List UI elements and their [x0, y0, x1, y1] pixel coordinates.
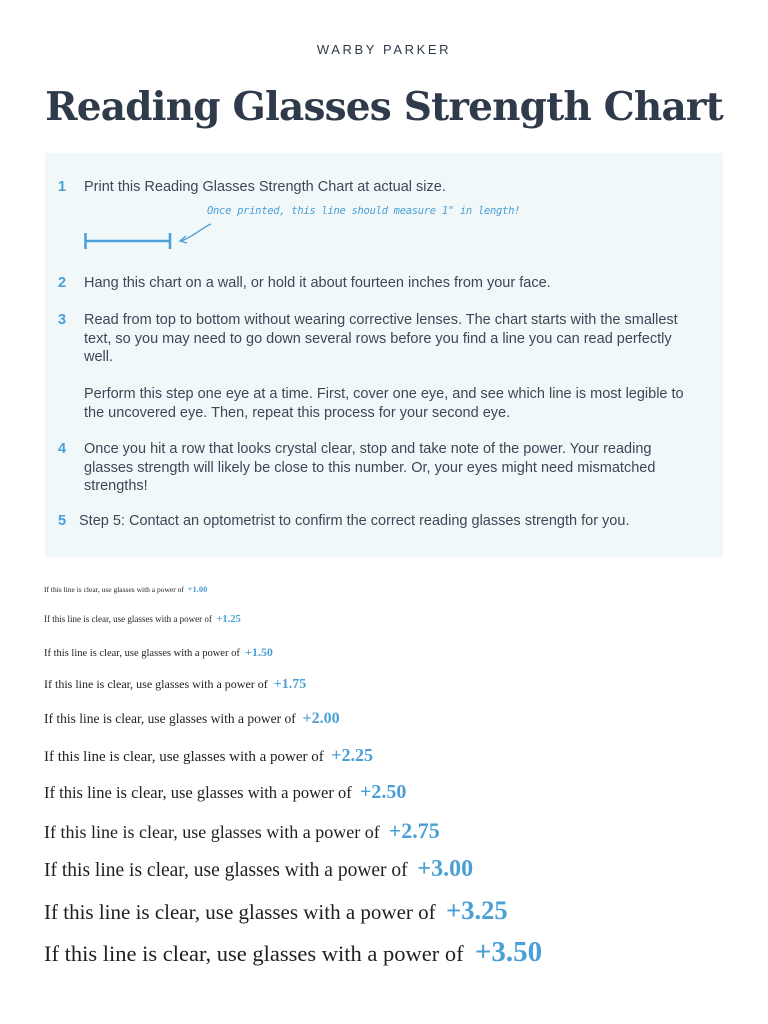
step-text: Print this Reading Glasses Strength Chart at actual size.	[84, 179, 446, 195]
step-text: Read from top to bottom without wearing corrective lenses. The chart starts with the smallest text, so you may need to go down several rows before you find a line you can read perfectly well.	[84, 312, 678, 365]
chart-line	[44, 645, 273, 660]
step-number: 5	[58, 513, 67, 529]
chart-line	[44, 584, 207, 594]
chart-line-text: If this line is clear, use glasses with a power of	[44, 585, 184, 594]
chart-line	[44, 856, 473, 883]
power-value: +1.25	[216, 614, 241, 625]
chart-line	[44, 677, 306, 693]
chart-line	[44, 710, 340, 728]
power-value: +3.00	[417, 856, 474, 882]
power-value: +3.50	[474, 936, 543, 968]
instructions-panel	[45, 153, 723, 557]
step-number: 2	[58, 275, 67, 291]
chart-line-text: If this line is clear, use glasses with a power of	[44, 614, 212, 624]
step-text-secondary: Perform this step one eye at a time. First, cover one eye, and see which line is most legible to the uncovered eye. Then, repeat this process for your second eye.	[84, 386, 684, 421]
brand-logo-text: WARBY PARKER	[316, 42, 452, 57]
power-value: +2.50	[359, 781, 407, 803]
chart-line	[44, 895, 508, 926]
page-title: Reading Glasses Strength Chart	[45, 84, 723, 130]
power-value: +1.50	[245, 645, 273, 659]
power-value: +2.75	[388, 818, 440, 843]
chart-line-text: If this line is clear, use glasses with a power of	[44, 900, 436, 924]
power-value: +2.00	[302, 710, 340, 727]
chart-line	[44, 936, 542, 969]
chart-line-text: If this line is clear, use glasses with a power of	[44, 711, 296, 726]
ruler-note: Once printed, this line should measure 1" in length!	[207, 205, 521, 217]
step-number: 4	[58, 441, 67, 457]
chart-line	[44, 818, 440, 844]
chart-line-text: If this line is clear, use glasses with a power of	[44, 822, 380, 842]
chart-line-text: If this line is clear, use glasses with a power of	[44, 749, 324, 765]
power-value: +3.25	[446, 895, 508, 925]
power-value: +2.25	[331, 745, 374, 765]
chart-line-text: If this line is clear, use glasses with a power of	[44, 783, 352, 802]
step-text: Hang this chart on a wall, or hold it about fourteen inches from your face.	[84, 275, 551, 291]
step-number: 1	[58, 179, 67, 195]
chart-line	[44, 745, 373, 766]
chart-line	[44, 614, 241, 625]
power-value: +1.75	[273, 677, 307, 692]
chart-line	[44, 781, 406, 804]
chart-line-text: If this line is clear, use glasses with a power of	[44, 941, 464, 966]
chart-line-text: If this line is clear, use glasses with a power of	[44, 677, 268, 691]
step-text: Step 5: Contact an optometrist to confirm the correct reading glasses strength for you.	[79, 513, 630, 529]
step-text: Once you hit a row that looks crystal clear, stop and take note of the power. Your reading glasses strength will likely be close to this number. Or, your eyes might need mismatched strengths!	[84, 441, 656, 494]
arrow-icon	[177, 221, 213, 247]
power-value: +1.00	[187, 584, 208, 594]
chart-line-text: If this line is clear, use glasses with a power of	[44, 648, 240, 659]
chart-line-text: If this line is clear, use glasses with a power of	[44, 860, 408, 881]
step-number: 3	[58, 312, 67, 328]
one-inch-ruler-line	[84, 231, 174, 251]
